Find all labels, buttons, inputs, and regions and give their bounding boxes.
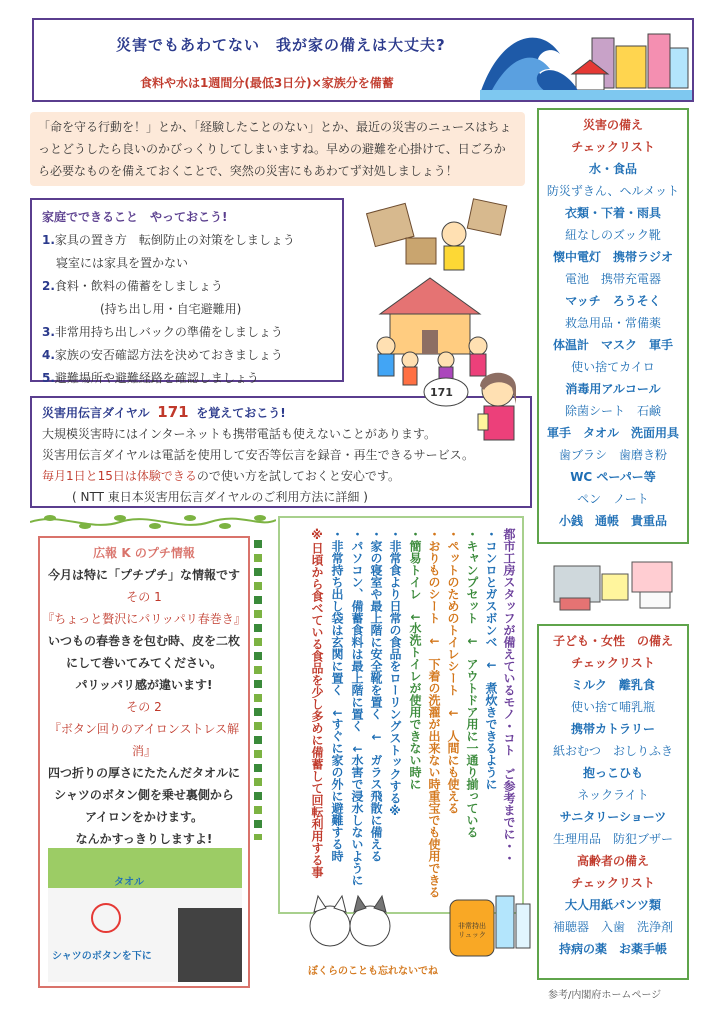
disaster-illustration [480,24,692,100]
staff-item: ・おりものシート ↓ 下着の洗濯が出来ない時重宝でも使用できる [427,528,441,899]
tips-line: アイロンをかけます。 [85,810,203,824]
dial-line: ( NTT 東日本災害用伝言ダイヤルのご利用方法に詳細 ) [72,490,368,504]
woman-phone-illustration [420,364,530,442]
staff-item: ・非常食より日常の食品をローリングストックする※ [388,528,402,818]
checklist-item: WC ペーパー等 [570,470,656,484]
checklist-item: サニタリーショーツ [559,810,667,824]
cats-caption: ぼくらのことも忘れないでね [308,966,438,977]
dashed-divider [254,540,262,840]
cats-and-bag-illustration [300,886,532,962]
dial-text: ので使い方を試しておくと安心です。 [196,469,400,483]
staff-item: ・コンロとガスボンベ ↓ 煮炊きできるように [484,528,498,791]
dial-line: 災害用伝言ダイヤルは電話を使用して安否等伝言を録音・再生できるサービス。 [42,448,475,462]
photo-label-towel: タオル [114,877,144,888]
home-title: 家庭でできること やっておこう! [42,210,228,224]
staff-item: ・非常持ち出し袋は玄関に置く ↓すぐに家の外に避難する時 [330,528,344,863]
tips-line: シャツのボタン側を乗せ裏側から [54,788,234,802]
staff-heading: 都市工房スタッフが備えているモノ・コト ご参考までに・・ [502,528,516,864]
checklist-item: 体温計 マスク 軍手 [552,338,673,352]
list-text: 食料・飲料の備蓄をしましょう [54,279,223,293]
tips-line: なんかすっきりしますよ! [75,832,213,846]
dial-title-text: を覚えておこう! [196,406,286,420]
list-text: 家族の安否確認方法を決めておきましょう [54,348,283,362]
checklist-item: 大人用紙パンツ類 [564,898,661,912]
home-preparation-box [30,198,344,385]
checklist-subtitle: チェックリスト [571,876,655,890]
checklist-subtitle: チェックリスト [571,656,655,670]
checklist-item: 水・食品 [588,162,637,176]
list-item [42,275,332,298]
speech-bubble-text: 171 [430,386,453,399]
family-house-illustration [350,194,534,390]
checklist-item: 補聴器 入歯 洗浄剤 [552,920,673,934]
checklist-item: ネックライト [577,788,649,802]
list-text: 非常用持ち出しバックの準備をしましょう [54,325,283,339]
checklist-subtitle: チェックリスト [571,140,655,154]
checklist-item: 救急用品・常備薬 [564,316,661,330]
tips-line: いつもの春巻きを包む時、皮を二枚 [47,634,240,648]
checklist-item: 衣類・下着・雨具 [564,206,661,220]
checklist-item: マッチ ろうそく [565,294,661,308]
dial-line: 大規模災害時にはインターネットも携帯電話も使えないことがあります。 [42,427,436,441]
checklist-item: ペン ノート [577,492,649,506]
list-text: 避難場所や避難経路を確認しましょう [54,371,259,385]
list-number: 3. [42,325,55,339]
dial-line [42,466,520,487]
staff-item: ・パソコン、備蓄食料は最上階に置く ↓水害で浸水しないように [350,528,364,887]
staff-item: ・ペットのためのトイレシート ↓ 人間にも使える [446,528,460,815]
dial-title-text: 災害用伝言ダイヤル [42,406,150,420]
checklist-item: 防災ずきん、ヘルメット [546,184,680,198]
list-item [42,298,332,321]
photo-label-button: シャツのボタンを下に [52,951,152,962]
checklist-item: 紐なしのズック靴 [565,228,661,242]
tips-box [38,536,250,988]
list-number: 4. [42,348,55,362]
dial-number: 171 [157,403,189,421]
checklist-item: 電池 携帯充電器 [564,272,661,286]
list-number: 2. [42,279,55,293]
list-text: (持ち出し用・自宅避難用) [100,302,242,316]
checklist-item: 消毒用アルコール [565,382,661,396]
checklist-item: 使い捨て哺乳瓶 [570,700,655,714]
page-subtitle: 食料や水は1週間分(最低3日分)×家族分を備蓄 [140,76,394,90]
list-item [42,252,332,275]
staff-item: ・簡易トイレ ↓水洗トイレが使用できない時に [408,528,422,791]
list-number: 1. [42,233,55,247]
checklist-item: ミルク 離乳食 [571,678,655,692]
checklist-item: 生理用品 防犯ブザー [552,832,673,846]
checklist-item: 除菌シート 石鹸 [564,404,661,418]
tips-title: 広報 K のプチ情報 [93,546,195,560]
checklist-title: 高齢者の備え [576,854,649,868]
list-item [42,367,332,390]
tips-line: 『ちょっと贅沢にパリッパリ春巻き』 [42,612,246,626]
checklist-item: 抱っこひも [582,766,643,780]
checklist-title: 子ども・女性 の備え [552,634,673,648]
checklist-item: 軍手 タオル 洗面用具 [546,426,679,440]
checklist-item: 懐中電灯 携帯ラジオ [552,250,673,264]
checklist-title: 災害の備え [582,118,643,132]
tips-line: その 1 [126,590,162,604]
tips-line: 『ボタン回りのアイロンストレス解消』 [48,722,240,758]
list-text: 家具の置き方 転倒防止の対策をしましょう [54,233,295,247]
staff-item: ・キャンプセット ↓ アウトドア用に一通り揃っている [465,528,479,839]
checklist-item: 歯ブラシ 歯磨き粉 [558,448,667,462]
bag-label: 非常持出 リュック [458,922,486,939]
reference-note: 参考/内閣府ホームページ [548,990,662,1001]
checklist-item: 持病の薬 お薬手帳 [558,942,667,956]
checklist-item: 使い捨てカイロ [571,360,655,374]
staff-preparations-box [278,516,524,914]
list-number: 5. [42,371,55,385]
list-item [42,344,332,367]
checklist-item: 携帯カトラリー [570,722,655,736]
emergency-goods-illustration [540,548,690,618]
checklist-item: 紙おむつ おしりふき [552,744,673,758]
disaster-checklist [537,108,689,544]
vine-decoration [30,510,276,532]
dial-highlight: 毎月1日と15日は体験できる [42,469,197,483]
intro-text: 「命を守る行動を！」とか、「経験したことのない」とか、最近の災害のニュースはちょっとどうしたら良いのかびっくりしてしまいますね。早めの避難を心掛けて、日ごろから必要なものを備えておくことで、突然の災害にもあわてず対処しましょう！ [30,112,525,186]
checklist-item: 小銭 通帳 貴重品 [558,514,667,528]
list-item [42,229,332,252]
children-women-elderly-checklist [537,624,689,980]
staff-note: ※日頃から食べている食品を少し多めに備蓄して回転利用する事 [310,528,324,878]
page-title: 災害でもあわてない 我が家の備えは大丈夫? [116,36,446,54]
list-item [42,321,332,344]
tips-line: その 2 [126,700,162,714]
ironing-photo [48,848,242,982]
tips-line: パリッパリ感が違います! [75,678,213,692]
header-banner [32,18,694,102]
tips-line: にして巻いてみてください。 [65,656,222,670]
tips-line: 四つ折りの厚さにたたんだタオルに [47,766,240,780]
tips-line: 今月は特に「プチプチ」な情報です [47,568,240,582]
staff-item: ・家の寝室や最上階に安全靴を置く ↓ ガラス飛散に備える [369,528,383,863]
list-text: 寝室には家具を置かない [56,256,189,270]
